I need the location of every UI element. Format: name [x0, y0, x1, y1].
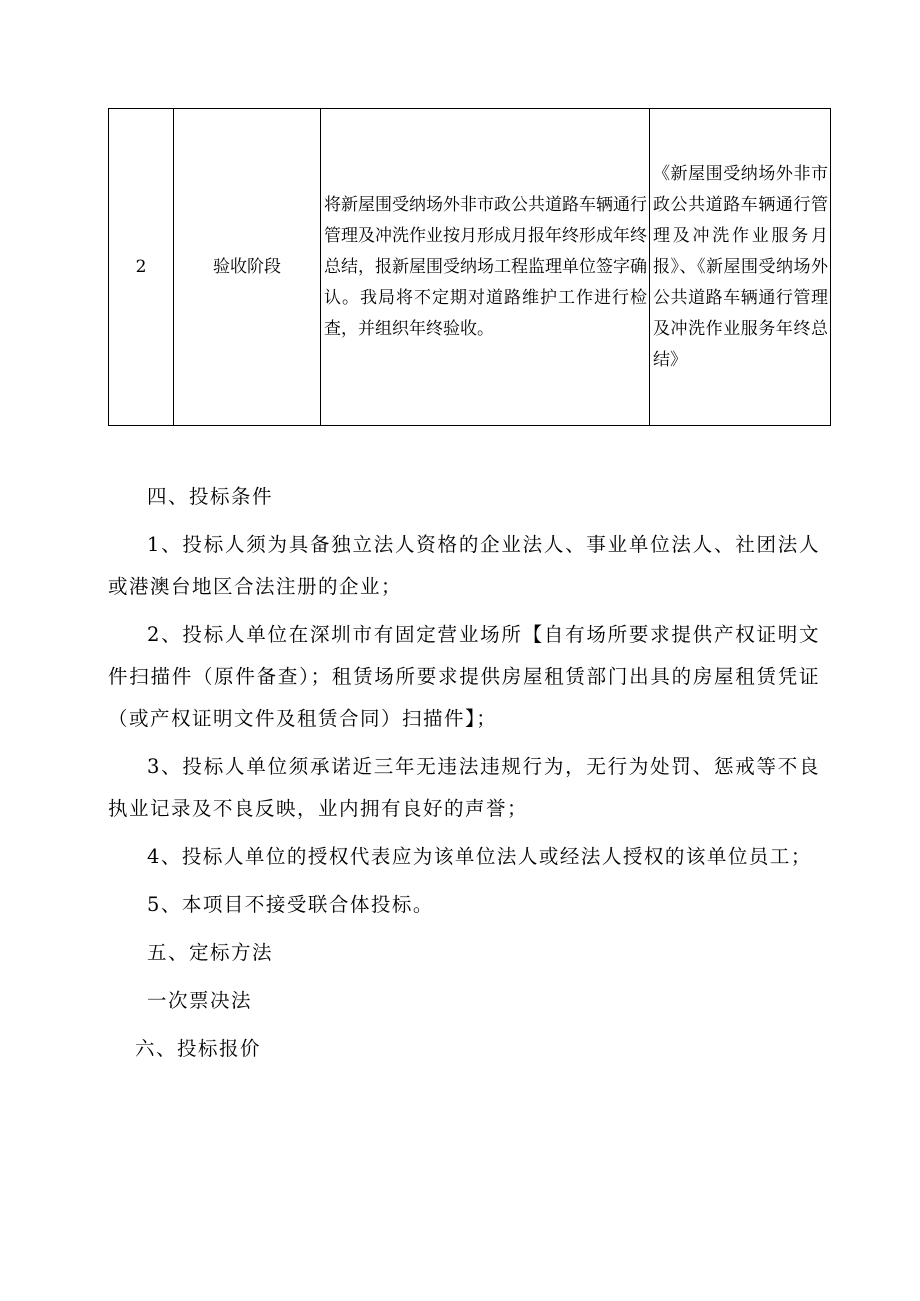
output-text: 《新屋围受纳场外非市政公共道路车辆通行管理及冲洗作业服务月报》、《新屋围受纳场外公共道路车辆通行管理及冲洗作业服务年终总结》 [653, 163, 828, 370]
stage-name: 验收阶段 [213, 256, 281, 277]
section-5-text: 一次票决法 [147, 989, 253, 1012]
section-4-item-1: 1、投标人须为具备独立法人资格的企业法人、事业单位法人、社团法人或港澳台地区合法注册的企业； [108, 533, 820, 598]
requirement-cell [321, 109, 650, 426]
row-number: 2 [135, 256, 147, 277]
section-4-item-3: 3、投标人单位须承诺近三年无违法违规行为，无行为处罚、惩戒等不良执业记录及不良反映，业内拥有良好的声誉； [108, 755, 820, 820]
requirement-text: 将新屋围受纳场外非市政公共道路车辆通行管理及冲洗作业按月形成月报年终形成年终总结，报新屋围受纳场工程监理单位签字确认。我局将不定期对道路维护工作进行检查，并组织年终验收。 [324, 194, 647, 339]
section-4-heading: 四、投标条件 [147, 485, 274, 508]
section-4-item-4: 4、投标人单位的授权代表应为该单位法人或经法人授权的该单位员工； [147, 845, 812, 868]
section-4-item-5: 5、本项目不接受联合体投标。 [147, 893, 434, 916]
output-cell [650, 109, 831, 426]
section-5-heading: 五、定标方法 [147, 941, 274, 964]
section-6-heading: 六、投标报价 [135, 1037, 262, 1060]
section-4-item-2: 2、投标人单位在深圳市有固定营业场所【自有场所要求提供产权证明文件扫描件（原件备查）；租赁场所要求提供房屋租赁部门出具的房屋租赁凭证（或产权证明文件及租赁合同）扫描件】； [108, 623, 820, 730]
stage-cell [174, 109, 321, 426]
row-number-cell [109, 109, 174, 426]
acceptance-stage-table [108, 108, 831, 426]
table-row [109, 109, 831, 426]
document-body [108, 476, 820, 1076]
